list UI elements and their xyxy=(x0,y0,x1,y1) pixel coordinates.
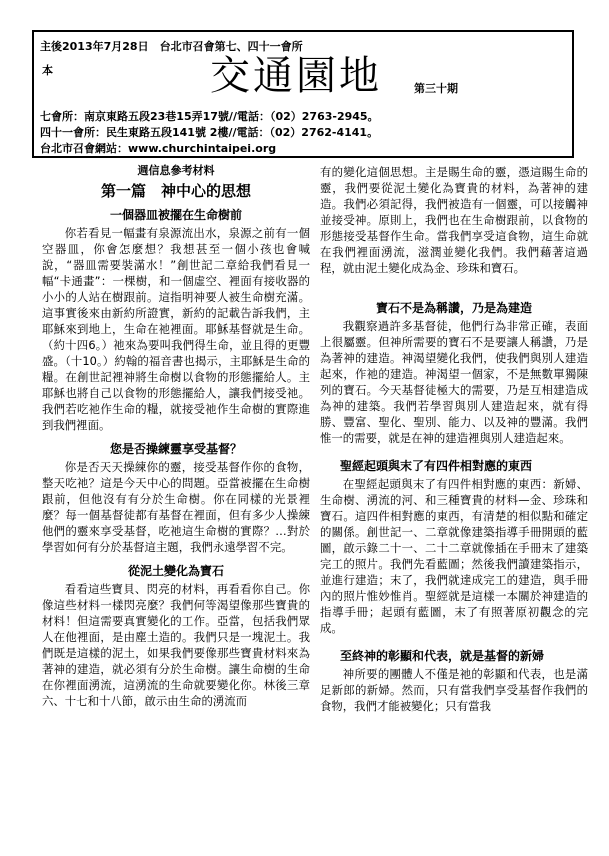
section-title-precious-stones: 寶石不是為稱讚，乃是為建造 xyxy=(375,301,532,315)
lesson-title: 第一篇 神中心的思想 xyxy=(100,182,251,200)
website-line: 台北市召會網站：www.churchintaipei.org xyxy=(40,142,277,155)
issue-number: 第三十期 xyxy=(414,82,458,95)
date-line: 主後2013年7月28日 台北市召會第七、四十一會所 xyxy=(40,40,303,53)
newsletter-header xyxy=(32,30,574,158)
section-title-transformation: 從泥土變化為寶石 xyxy=(127,564,224,578)
section-title-four-items: 聖經起頭與末了有四件相對應的東西 xyxy=(340,459,533,473)
right-column xyxy=(320,164,588,714)
section-body-transformation-continued: 有的變化這個思想。主是賜生命的靈，憑這賜生命的靈，我們要從泥土變化為寶貴的材料，為著神的建造。我們必須記得，我們被造有一個靈，可以接觸神並接受神。原則上，我們也在生命樹跟前，以食物的形態接受基督作生命。當我們享受這食物，這生命就在我們裡面湧流，滋潤並變化我們。我們藉著這過程，就由泥土變化成為金、珍珠和寶石。 xyxy=(320,165,588,275)
ben-label: 本 xyxy=(42,64,53,77)
address-hall-41: 四十一會所：民生東路五段141號 2樓//電話：（02）2762-4141。 xyxy=(40,126,379,139)
section-body-four-items: 在聖經起頭與末了有四件相對應的東西：新婦、生命樹、湧流的河、和三種寶貴的材料—金、珍珠和寶石。這四件相對應的東西，有清楚的相似點和確定的關係。創世記一、二章就像建築指導手冊開頭的藍圖，啟示錄二十一、二十二章就像插在手冊末了建築完工的照片。我們先看藍圖；然後我們讀建築指示，並進行建造；末了，我們就達成完工的建造，與手冊內的照片惟妙惟肖。聖經就是這樣一本關於神建造的指導手冊；起頭有藍圖，末了有照著原初觀念的完成。 xyxy=(320,477,588,635)
address-hall-7: 七會所：南京東路五段23巷15弄17號//電話：（02）2763-2945。 xyxy=(40,110,379,123)
section-title-bride: 至終神的彰顯和代表，就是基督的新婦 xyxy=(340,649,545,663)
section-body-bride: 神所要的團體人不僅是祂的彰顯和代表，也是滿足新郎的新婦。然而，只有當我們享受基督作我們的食物，我們才能被變化；只有當我 xyxy=(320,667,588,713)
left-column xyxy=(42,164,310,757)
section-body-precious-stones: 我觀察過許多基督徒，他們行為非常正確，表面上很屬靈。但神所需要的寶石不是要讓人稱讚，乃是為著神的建造。神渴望變化我們，使我們與別人建造起來，作祂的建造。神渴望一個家，不是無數單獨陳列的寶石。今天基督徒極大的需要，乃是互相建造成為神的建築。我們若學習與別人建造起來，就有得勝、豐富、聖化、聖別、能力、以及神的豐滿。我們惟一的需要，就是在神的建造裡與別人建造起來。 xyxy=(320,319,588,445)
newsletter-title: 交通園地 xyxy=(210,53,382,99)
section-title-enjoy-christ: 您是否操練靈享受基督？ xyxy=(109,442,242,456)
section-body-enjoy-christ: 你是否天天操練你的靈，接受基督作你的食物，整天吃祂？這是今天中心的問題。亞當被擺在生命樹跟前，但他沒有有分於生命樹。你在同樣的光景裡麼？每一個基督徒都有基督在裡面，但有多少人操練他們的靈來享受基督，吃祂這生命樹的實際？…對於學習如何有分於基督這主題，我們永遠學習不完。 xyxy=(42,460,310,554)
section-body-vessel: 你若看見一幅畫有泉源流出水，泉源之前有一個空器皿，你會怎麼想？我想甚至一個小孩也會喊說，“器皿需要裝滿水！”創世記二章給我們看見一幅“卡通畫”：一棵樹，和一個虛空、裡面有接收器的小小的人站在樹跟前。這指明神要人被生命樹充滿。這事實後來由新約所證實，新約的記載告訴我們，主耶穌來到地上，生命在祂裡面。耶穌基督就是生命。（約十四6。）祂來為要叫我們得生命，並且得的更豐盛。（十10。）約翰的福音書也揭示，主耶穌是生命的糧。在創世記裡神將生命樹以食物的形態擺給人。主耶穌也將自己以食物的形態擺給人，讓我們接受祂。我們若吃祂作生命的糧，就接受祂作生命樹的實際進到我們裡面。 xyxy=(42,226,310,432)
section-body-transformation: 看看這些寶貝、閃亮的材料，再看看你自己。你像這些材料一樣閃亮麼？我們何等渴望像那些寶貴的材料！但這需要真實變化的工作。亞當，包括我們眾人在他裡面，是由塵土造的。我們只是一塊泥土。我們既是這樣的泥土，如果我們要像那些寶貴材料來為著神的建造，就必須有分於生命樹。讓生命樹的生命在你裡面湧流，這湧流的生命就要變化你。林後三章六、十七和十八節，啟示由生命的湧流而 xyxy=(42,582,310,708)
section-title-vessel: 一個器皿被擺在生命樹前 xyxy=(109,208,242,222)
reference-label: 週信息參考材料 xyxy=(137,164,215,177)
